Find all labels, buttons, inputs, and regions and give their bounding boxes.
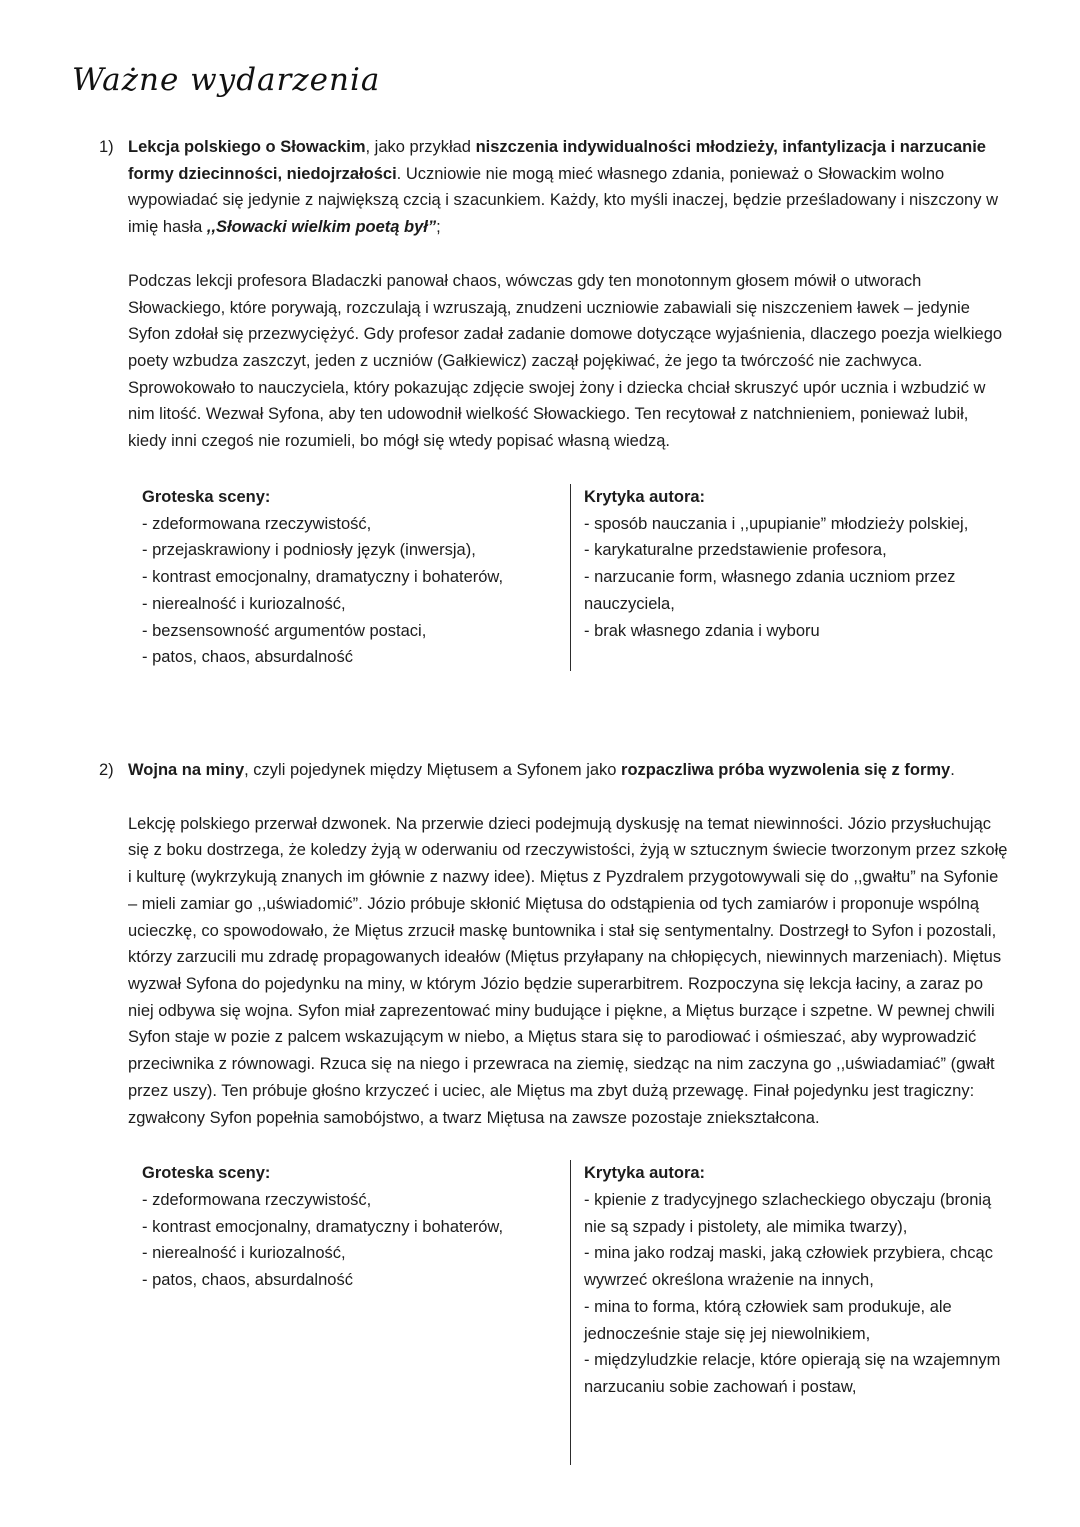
list-item: - patos, chaos, absurdalność xyxy=(142,648,353,667)
grotesque-title: Groteska sceny: xyxy=(142,1164,271,1183)
list-item: - kpienie z tradycyjnego szlacheckiego obyczaju (bronią nie są szpady i pistolety, ale mimika twarzy), xyxy=(584,1191,992,1236)
intro-bold-theme: niszczenia indywidualności młodzieży, infantylizacja i narzucanie formy dziecinności, niedojrzałości xyxy=(128,138,986,183)
intro-bold-theme: rozpaczliwa próba wyzwolenia się z formy xyxy=(621,760,951,779)
list-number: 1) xyxy=(99,138,114,156)
list-item: - mina to forma, którą człowiek sam produkuje, ale jednocześnie staje się jej niewolnikiem, xyxy=(584,1297,952,1343)
analysis-table-1 xyxy=(142,484,1010,671)
list-item: - zdeformowana rzeczywistość, xyxy=(142,1191,372,1209)
intro-text: , czyli pojedynek między Miętusem a Syfonem jako xyxy=(244,760,622,779)
intro-text: , jako przykład xyxy=(365,138,476,156)
page-title: Ważne wydarzenia xyxy=(72,62,381,98)
critique-title: Krytyka autora: xyxy=(584,1164,706,1183)
section-wojna-na-miny xyxy=(72,757,1010,1465)
analysis-table-2 xyxy=(142,1160,1010,1464)
section-lekcja-polskiego xyxy=(72,134,1010,671)
list-item: - nierealność i kuriozalność, xyxy=(142,594,346,613)
list-item: - kontrast emocjonalny, dramatyczny i bohaterów, xyxy=(142,568,504,587)
section-1-intro xyxy=(128,134,1010,241)
list-item: - kontrast emocjonalny, dramatyczny i bohaterów, xyxy=(142,1217,504,1236)
list-number: 2) xyxy=(99,760,114,779)
list-item: - bezsensowność argumentów postaci, xyxy=(142,621,427,640)
grotesque-column xyxy=(142,1160,570,1464)
grotesque-column xyxy=(142,484,570,671)
list-item: - karykaturalne przedstawienie profesora, xyxy=(584,541,887,560)
critique-column xyxy=(570,484,1010,671)
list-item: - zdeformowana rzeczywistość, xyxy=(142,514,372,533)
intro-text: . Uczniowie nie mogą mieć własnego zdania, ponieważ o Słowackim wolno wypowiadać się jedynie z największą czcią i szacunkiem. Każdy, kto myśli inaczej, będzie prześladowany i niszczony w imię hasła xyxy=(128,164,998,237)
list-item: - patos, chaos, absurdalność xyxy=(142,1271,353,1290)
list-item: - brak własnego zdania i wyboru xyxy=(584,621,820,640)
critique-column xyxy=(570,1160,1010,1464)
list-item: - mina jako rodzaj maski, jaką człowiek przybiera, chcąc wywrzeć określona wrażenie na innych, xyxy=(584,1244,993,1290)
list-item: - nierealność i kuriozalność, xyxy=(142,1244,346,1263)
section-1-paragraph: Podczas lekcji profesora Bladaczki panował chaos, wówczas gdy ten monotonnym głosem mówił o utworach Słowackiego, które porywają, rozczulają i wzruszają, znudzeni uczniowie zabawiali się niszczeniem ławek – jedynie Syfon zdołał się przezwyciężyć. Gdy profesor zadał zadanie domowe dotyczące wyjaśnienia, dlaczego poezja wielkiego poety wzbudza zaszczyt, jeden z uczniów (Gałkiewicz) zaczął pojękiwać, że jego ta twórczość nie zachwyca. Sprowokowało to nauczyciela, który pokazując zdjęcie swojej żony i dziecka chciał skruszyć upór ucznia i wzbudzić w nim litość. Wezwał Syfona, aby ten udowodnił wielkość Słowackiego. Ten recytował z natchnieniem, ponieważ lubił, kiedy inni czegoś nie rozumieli, bo mógł się wtedy popisać własną wiedzą. xyxy=(128,271,1003,451)
intro-bold-lead: Lekcja polskiego o Słowackim xyxy=(128,138,366,156)
intro-bold-lead: Wojna na miny xyxy=(128,760,245,779)
intro-quote: ,,Słowacki wielkim poetą był” xyxy=(206,218,437,237)
list-item: - narzucanie form, własnego zdania uczniom przez nauczyciela, xyxy=(584,568,956,613)
critique-title: Krytyka autora: xyxy=(584,487,706,506)
list-item: - przejaskrawiony i podniosły język (inwersja), xyxy=(142,541,476,560)
list-item: - międzyludzkie relacje, które opierają się na wzajemnym narzucaniu sobie zachowań i postaw, xyxy=(584,1351,1001,1397)
list-item: - sposób nauczania i ,,upupianie” młodzieży polskiej, xyxy=(584,514,969,533)
intro-text: ; xyxy=(436,218,441,237)
intro-text: . xyxy=(950,760,955,779)
grotesque-title: Groteska sceny: xyxy=(142,487,271,506)
section-2-intro xyxy=(128,757,1010,784)
section-2-paragraph: Lekcję polskiego przerwał dzwonek. Na przerwie dzieci podejmują dyskusję na temat niewinności. Józio przysłuchując się z boku dostrzega, że koledzy żyją w oderwaniu od rzeczywistości, żyją w sztucznym świecie tworzonym przez szkołę i kulturę (wykrzykują znanych im głównie z nazwy idee). Miętus z Pyzdralem przygotowywali się do ,,gwałtu” na Syfonie – mieli zamiar go ,,uświadomić”. Józio próbuje skłonić Miętusa do odstąpienia od tych zamiarów i proponuje wspólną ucieczkę, co spowodowało, że Miętus zrzucił maskę buntownika i stał się sentymentalny. Dostrzegł to Syfon i pozostali, którzy zarzucili mu zdradę propagowanych ideałów (Miętus przyłapany na chłopięcych, niewinnych marzeniach). Miętus wyzwał Syfona do pojedynku na miny, w którym Józio będzie superarbitrem. Rozpoczyna się lekcja łaciny, a zaraz po niej odbywa się wojna. Syfon miał zaprezentować miny budujące i piękne, a Miętus burzące i szpetne. W pewnej chwili Syfon staje w pozie z palcem wskazującym w niebo, a Miętus stara się to parodiować i ośmieszać, aby wyprowadzić przeciwnika z równowagi. Rzuca się na niego i przewraca na ziemię, siedząc na nim zaczyna go ,,uświadamiać” (gwałt przez uszy). Ten próbuje głośno krzyczeć i uciec, ale Miętus ma zbyt dużą przewagę. Finał pojedynku jest tragiczny: zgwałcony Syfon popełnia samobójstwo, a twarz Miętusa na zawsze pozostaje zniekształcona. xyxy=(128,814,1008,1127)
